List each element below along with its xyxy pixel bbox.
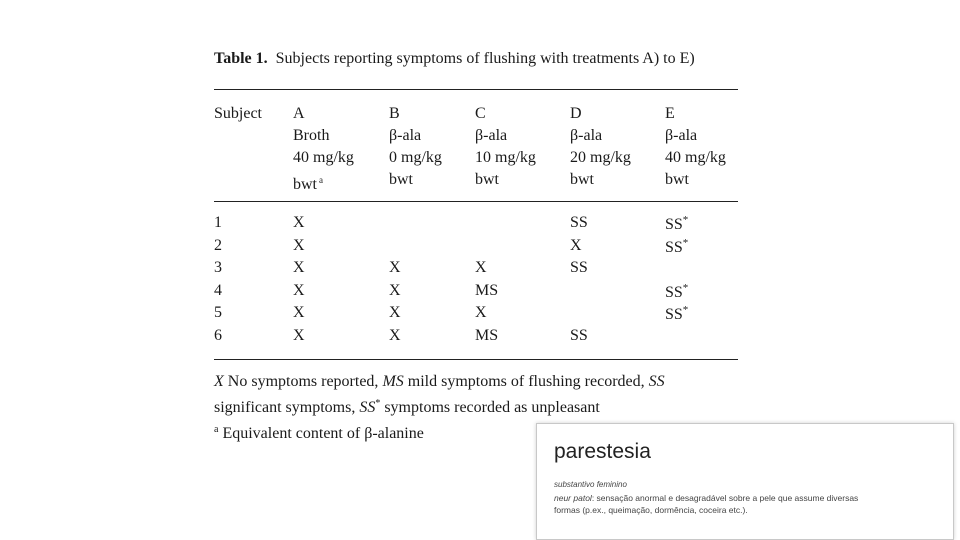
cell-subject: 3: [214, 259, 222, 276]
top-rule: [214, 89, 738, 90]
cell-subject: 1: [214, 214, 222, 231]
header-a: A Broth 40 mg/kg bwt $^a$: [293, 105, 354, 193]
cell-d: SS: [570, 214, 588, 231]
footnote-line-2: significant symptoms, SS* symptoms recorded as unpleasant: [214, 398, 600, 416]
definition: neur patol: sensação anormal e desagradável sobre a pele que assume diversas formas (p.ex., queimação, dormência, coceira etc.).: [554, 493, 859, 515]
cell-a: X: [293, 259, 305, 276]
cell-b: X: [389, 281, 401, 299]
cell-b: [389, 237, 475, 260]
footnote-line-1: X No symptoms reported, MS mild symptoms of flushing recorded, SS: [214, 373, 665, 390]
footnote-line-3: $^a$ Equivalent content of β-alanine: [214, 424, 424, 442]
cell-d: SS: [570, 326, 588, 344]
cell-c: MS: [475, 326, 499, 344]
header-d: D β-ala 20 mg/kg bwt: [570, 105, 631, 188]
cell-d: [570, 282, 665, 305]
cell-c: [475, 237, 570, 260]
cell-c: X: [475, 304, 487, 321]
cell-a: X: [293, 214, 305, 231]
definition-domain: neur patol: [554, 493, 592, 503]
cell-e: SS*: [665, 304, 689, 323]
header-a-footnote-marker: a: [319, 175, 323, 185]
cell-a: X: [293, 304, 305, 321]
cell-subject: 5: [214, 304, 222, 321]
cell-b: [389, 214, 475, 237]
cell-subject: 6: [214, 326, 222, 344]
cell-e: [665, 259, 738, 282]
bottom-rule: [214, 359, 738, 360]
cell-e: SS*: [665, 214, 689, 233]
table-row: [214, 237, 738, 260]
cell-a: X: [293, 326, 305, 344]
cell-subject: 2: [214, 236, 222, 254]
dictionary-word: parestesia: [554, 440, 651, 463]
header-c: C β-ala 10 mg/kg bwt: [475, 105, 536, 188]
cell-d: SS: [570, 259, 588, 276]
cell-e: SS*: [665, 236, 689, 256]
header-subject: Subject: [214, 105, 262, 122]
cell-b: X: [389, 326, 401, 344]
cell-d: X: [570, 236, 582, 254]
table-caption: Subjects reporting symptoms of flushing with treatments A) to E): [275, 50, 695, 67]
table-row: [214, 304, 738, 327]
table-row: [214, 259, 738, 282]
header-b: B β-ala 0 mg/kg bwt: [389, 105, 442, 188]
cell-e: [665, 327, 738, 350]
cell-b: X: [389, 259, 401, 276]
table-row: [214, 282, 738, 305]
header-rule: [214, 201, 738, 202]
table-row: [214, 327, 738, 350]
part-of-speech: substantivo feminino: [554, 480, 627, 489]
dictionary-popup: [536, 423, 954, 540]
cell-e: SS*: [665, 281, 689, 301]
cell-c: X: [475, 259, 487, 276]
cell-d: [570, 304, 665, 327]
table-title: [214, 50, 754, 68]
data-table: [214, 214, 738, 349]
cell-subject: 4: [214, 281, 222, 299]
cell-a: X: [293, 281, 305, 299]
header-e: E β-ala 40 mg/kg bwt: [665, 105, 726, 188]
cell-c: MS: [475, 281, 499, 299]
table-row: [214, 214, 738, 237]
table-label: Table 1.: [214, 50, 268, 67]
cell-a: X: [293, 236, 305, 254]
cell-b: X: [389, 304, 401, 321]
cell-c: [475, 214, 570, 237]
